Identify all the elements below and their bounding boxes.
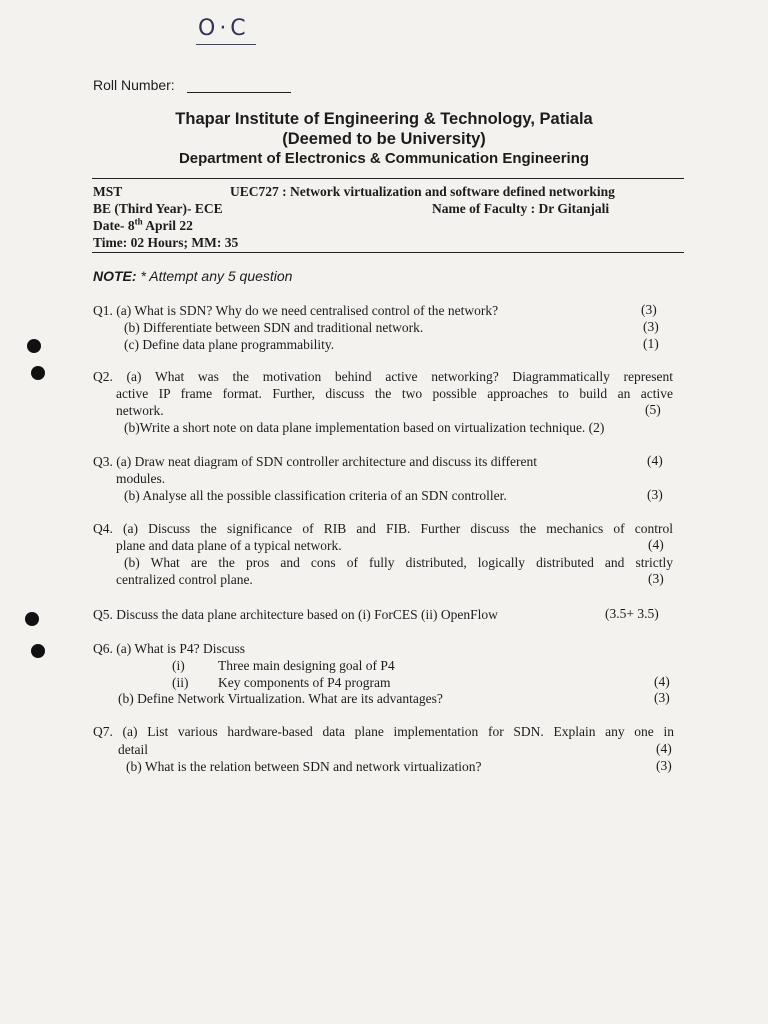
- q7-b-marks: (3): [656, 758, 672, 773]
- handwritten-underline: [196, 44, 256, 45]
- exam-type: MST: [93, 184, 123, 199]
- exam-date: Date- 8th April 22: [93, 216, 193, 233]
- q1-b-marks: (3): [643, 319, 659, 334]
- q4-b-line1: (b) What are the pros and cons of fully distributed, logically distributed and strictly: [124, 555, 673, 570]
- institute-name: Thapar Institute of Engineering & Technology, Patiala: [175, 110, 593, 128]
- department-name: Department of Electronics & Communication Engineering: [178, 150, 590, 167]
- q1-c-marks: (1): [643, 336, 659, 351]
- q4-a-line1: Q4. (a) Discuss the significance of RIB and FIB. Further discuss the mechanics of control: [93, 521, 673, 536]
- roll-number-blank: [187, 92, 291, 93]
- q6-b: (b) Define Network Virtualization. What are its advantages?: [118, 691, 443, 706]
- q7-a-line1: Q7. (a) List various hardware-based data plane implementation for SDN. Explain any one in: [93, 724, 674, 739]
- program: BE (Third Year)- ECE: [93, 201, 223, 216]
- punch-hole-mark: [27, 339, 41, 353]
- punch-hole-mark: [31, 644, 45, 658]
- q6-a-i-num: (i): [172, 658, 185, 673]
- q1-a: Q1. (a) What is SDN? Why do we need centralised control of the network?: [93, 303, 499, 318]
- q4-a-marks: (4): [648, 537, 664, 552]
- note: NOTE: * Attempt any 5 question: [93, 268, 293, 284]
- q2-a-line3: network.: [116, 403, 164, 418]
- q3-a-line2: modules.: [116, 471, 166, 486]
- q5-marks: (3.5+ 3.5): [605, 606, 659, 621]
- punch-hole-mark: [31, 366, 45, 380]
- q1-c: (c) Define data plane programmability.: [124, 337, 335, 352]
- roll-number-label: Roll Number:: [93, 77, 175, 93]
- header-rule-top: [92, 178, 684, 179]
- q6-a-marks: (4): [654, 674, 670, 689]
- q7-a-marks: (4): [656, 741, 672, 756]
- q4-a-line2: plane and data plane of a typical network.: [116, 538, 342, 553]
- q4-b-marks: (3): [648, 571, 664, 586]
- q3-a-marks: (4): [647, 453, 663, 468]
- q1-b: (b) Differentiate between SDN and traditional network.: [124, 320, 424, 335]
- q3-b-marks: (3): [647, 487, 663, 502]
- q6-a: Q6. (a) What is P4? Discuss: [93, 641, 245, 656]
- q6-b-marks: (3): [654, 690, 670, 705]
- q5: Q5. Discuss the data plane architecture based on (i) ForCES (ii) OpenFlow: [93, 607, 498, 622]
- q7-a-line2: detail: [118, 742, 148, 757]
- exam-time: Time: 02 Hours; MM: 35: [93, 235, 239, 250]
- handwritten-note: O·C: [198, 16, 250, 41]
- q2-a-line1: Q2. (a) What was the motivation behind active networking? Diagrammatically represent: [93, 369, 673, 384]
- q3-b: (b) Analyse all the possible classification criteria of an SDN controller.: [124, 488, 507, 503]
- q1-a-marks: (3): [641, 302, 657, 317]
- q6-a-i-text: Three main designing goal of P4: [218, 658, 395, 673]
- faculty-name: Name of Faculty : Dr Gitanjali: [432, 201, 610, 216]
- q6-a-ii-text: Key components of P4 program: [218, 675, 391, 690]
- q2-b: (b)Write a short note on data plane implementation based on virtualization technique. (2): [124, 420, 605, 435]
- header-rule-bottom: [92, 252, 684, 253]
- q6-a-ii-num: (ii): [172, 675, 189, 690]
- q4-b-line2: centralized control plane.: [116, 572, 253, 587]
- punch-hole-mark: [25, 612, 39, 626]
- q3-a-line1: Q3. (a) Draw neat diagram of SDN controller architecture and discuss its different: [93, 454, 537, 469]
- institute-status: (Deemed to be University): [282, 130, 486, 148]
- q2-a-line2: active IP frame format. Further, discuss the two possible approaches to build an active: [116, 386, 673, 401]
- q7-b: (b) What is the relation between SDN and network virtualization?: [126, 759, 482, 774]
- course-title: UEC727 : Network virtualization and software defined networking: [230, 184, 615, 199]
- q2-a-marks: (5): [645, 402, 661, 417]
